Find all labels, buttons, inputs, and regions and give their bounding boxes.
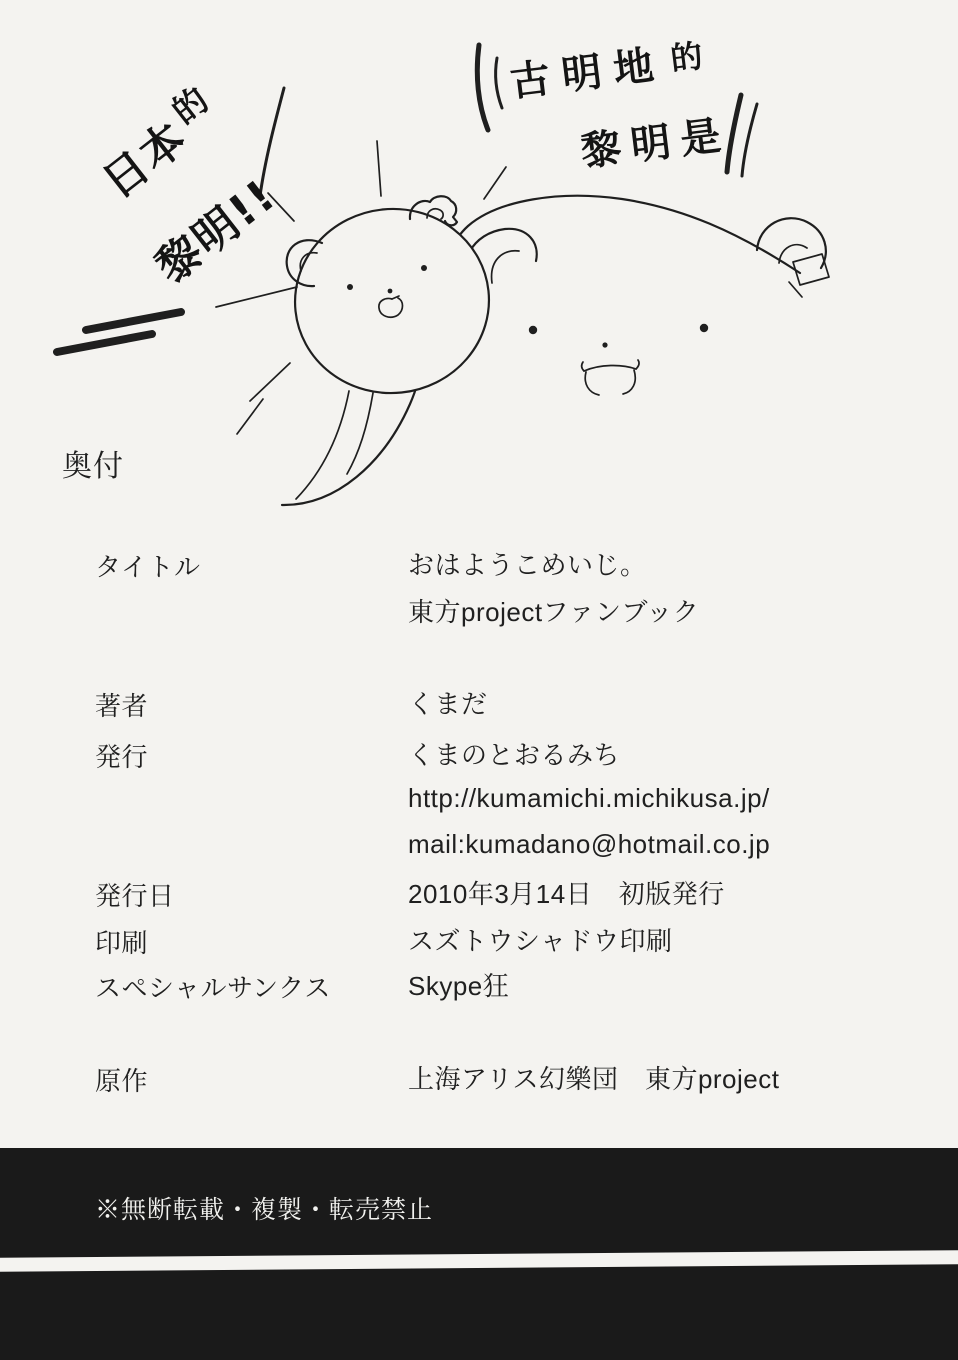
small-bear-left-eye: [347, 284, 353, 290]
row-label-publisher: 発行: [95, 742, 149, 772]
big-bear-right-ear: [757, 218, 829, 297]
big-bear-left-eye: [529, 326, 537, 334]
big-bear-right-eye: [700, 324, 708, 332]
small-bear-right-eye: [421, 265, 427, 271]
row-value-special-thanks: Skype狂: [408, 971, 510, 1001]
handwriting-left-line2: 黎明!!: [147, 169, 286, 294]
row-value-printer: スズトウシャドウ印刷: [408, 926, 673, 956]
row-value-pubdate: 2010年3月14日 初版発行: [408, 879, 725, 909]
small-bear-drawing: [286, 196, 498, 499]
footer-paper-stripe: [0, 1250, 958, 1272]
row-label-title: タイトル: [95, 552, 201, 582]
row-value-publisher: くまのとおるみち: [408, 740, 621, 770]
small-bear-head: [286, 199, 498, 402]
bear-sketch-illustration: [0, 0, 958, 535]
small-bear-body-line: [347, 393, 373, 474]
row-label-original-work: 原作: [95, 1066, 149, 1096]
row-label-pubdate: 発行日: [95, 881, 175, 911]
colophon-heading: 奥付: [62, 450, 124, 483]
small-bear-body-line: [296, 391, 349, 499]
handwriting-right-line1: 古明地的: [507, 35, 717, 106]
row-value-original-work: 上海アリス幻樂団 東方project: [408, 1064, 780, 1094]
big-bear-nose: [602, 342, 607, 347]
slash-mark: [496, 58, 502, 108]
double-underline-strokes: [57, 312, 181, 352]
row-label-printer: 印刷: [95, 928, 149, 958]
big-bear-mouth: [582, 360, 639, 395]
reproduction-prohibited-notice: ※無断転載・複製・転売禁止: [95, 1196, 434, 1224]
slash-mark: [477, 45, 488, 130]
handwriting-left: [80, 79, 292, 294]
row-value-publisher-url: http://kumamichi.michikusa.jp/: [408, 783, 770, 813]
big-bear-ear-tag: [793, 254, 829, 285]
row-value-publisher-mail: mail:kumadano@hotmail.co.jp: [408, 829, 771, 859]
footer-black-bars: [0, 1148, 958, 1360]
big-bear-face: [529, 324, 708, 395]
row-value-author: くまだ: [408, 689, 488, 719]
slash-mark: [742, 104, 757, 176]
row-value-title-1: おはようこめいじ。: [408, 550, 647, 580]
handwriting-right: [477, 34, 757, 183]
row-label-special-thanks: スペシャルサンクス: [95, 973, 331, 1003]
row-value-title-2: 東方projectファンブック: [408, 597, 700, 627]
handwriting-right-line2: 黎明是: [578, 111, 734, 176]
small-bear-nose: [388, 289, 393, 294]
row-label-author: 著者: [95, 691, 149, 721]
handwriting-left-line1: 日本$^的$: [93, 78, 219, 209]
